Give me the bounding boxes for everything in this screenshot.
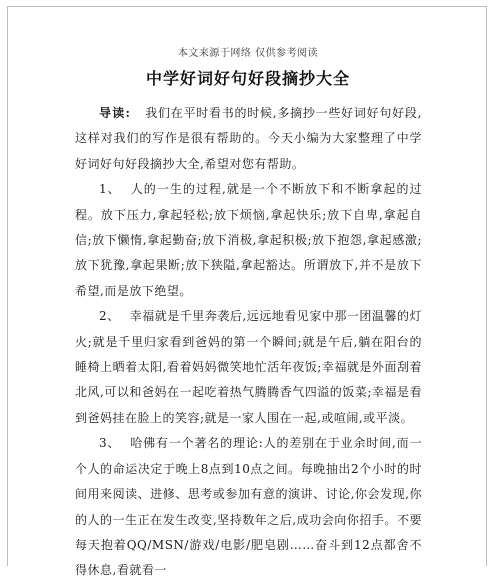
- paragraph-text: 人的一生的过程,就是一个不断放下和不断拿起的过程。放下压力,拿起轻松;放下烦恼,拿起快乐;放下自卑,拿起自信;放下懒惰,拿起勤奋;放下消极,拿起积极;放下抱怨,拿起感激;放下犹豫,拿起果断;放下狭隘,拿起豁达。所谓放下,并不是放下希望,而是放下绝望。: [75, 182, 422, 298]
- intro-label: 导读:: [99, 106, 131, 120]
- source-notice: 本文来源于网络 仅供参考阅读: [177, 48, 319, 59]
- paragraph-2: [75, 304, 422, 431]
- intro-paragraph: [75, 101, 422, 177]
- paragraph-number: 2、: [99, 309, 120, 324]
- paragraph-text: 幸福就是千里奔袭后,远远地看见家中那一团温馨的灯火;就是千里归家看到爸妈的第一个瞬间;就是午后,躺在阳台的睡椅上晒着太阳,看着妈妈微笑地忙活年夜饭;幸福就是外面刮着北风,可以和爸妈在一起吃着热气腾腾香气四溢的饭菜;幸福是看到爸妈挂在脸上的笑容;就是一家人围在一起,或喧闹,或平淡。: [75, 309, 422, 425]
- intro-text: 我们在平时看书的时候,多摘抄一些好词好句好段,这样对我们的写作是很有帮助的。今天小编为大家整理了中学好词好句好段摘抄大全,希望对您有帮助。: [75, 106, 422, 171]
- paragraph-text: 哈佛有一个著名的理论:人的差别在于业余时间,而一个人的命运决定于晚上8点到10点之间。每晚抽出2个小时的时间用来阅读、进修、思考或参加有意的演讲、讨论,你会发现,你的人的一生正在发生改变,坚持数年之后,成功会向你招手。不要每天抱着QQ/MSN/游戏/电影/肥皂剧……奋斗到12点都舍不得休息,看就看一: [75, 436, 422, 578]
- paragraph-number: 3、: [99, 436, 121, 451]
- paragraph-1: [75, 177, 422, 304]
- paragraph-3: [75, 431, 422, 583]
- document-body: [75, 101, 422, 584]
- paragraph-number: 1、: [99, 182, 121, 197]
- page-title: 中学好词好句好段摘抄大全: [145, 69, 350, 88]
